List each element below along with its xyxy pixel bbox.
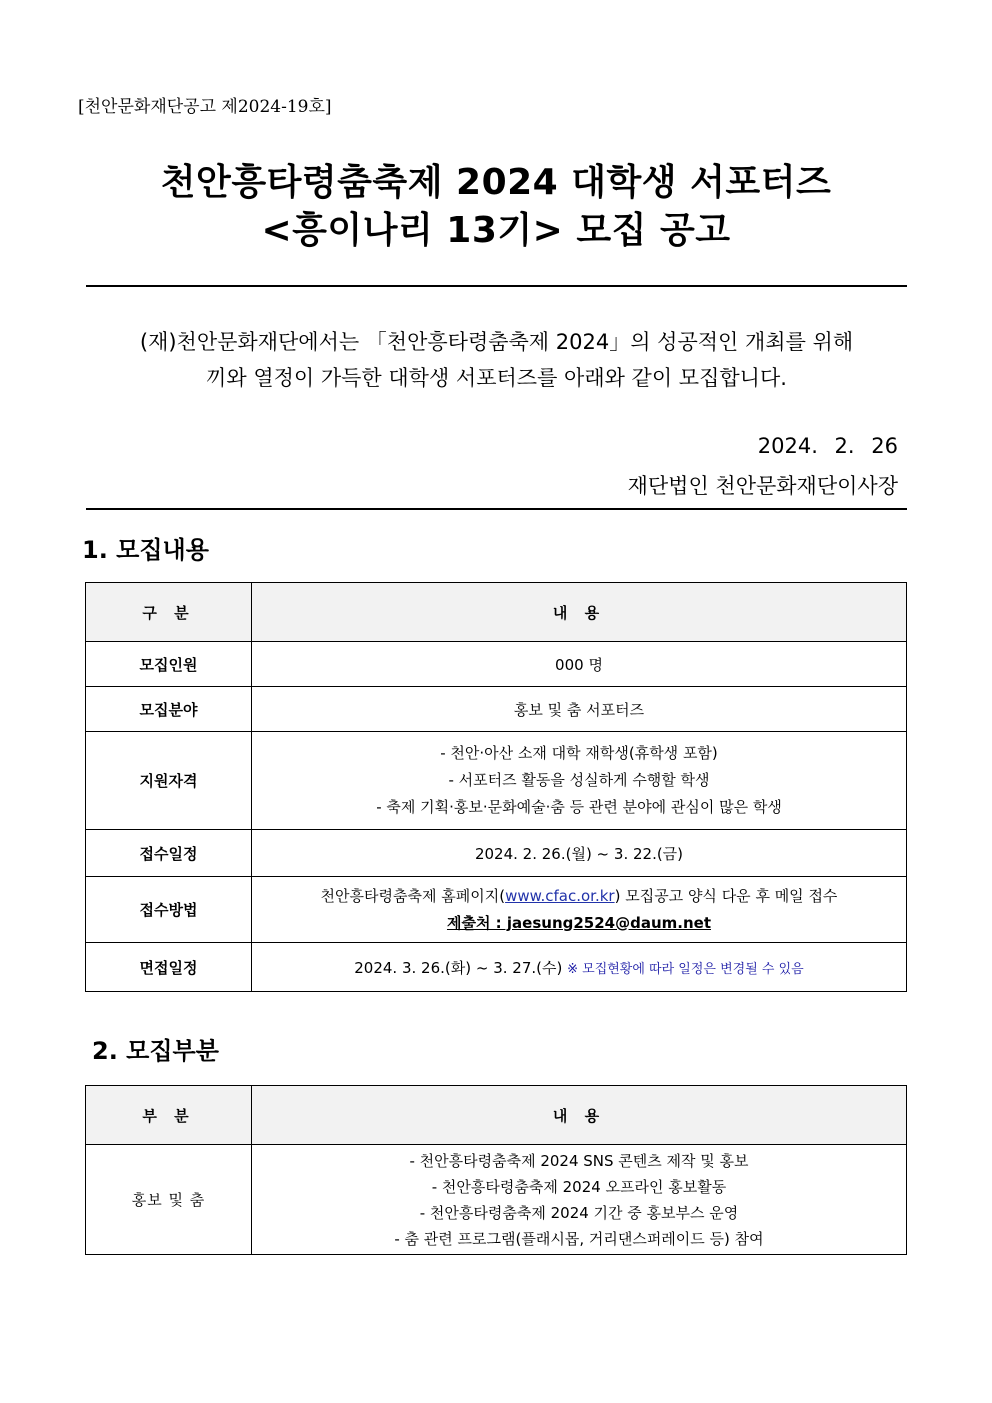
homepage-link[interactable]: www.cfac.or.kr <box>505 886 615 905</box>
row-label: 지원자격 <box>86 732 252 830</box>
page-title: 천안흥타령춤축제 2024 대학생 서포터즈 <box>160 162 832 203</box>
submit-email: 제출처 : jaesung2524@daum.net <box>446 913 711 932</box>
row-label: 홍보 및 춤 <box>86 1145 252 1255</box>
interview-dates: 2024. 3. 26.(화) ~ 3. 27.(수) <box>354 958 563 977</box>
table-header-row <box>86 1086 907 1145</box>
row-label: 접수일정 <box>86 830 252 877</box>
issuer: 재단법인 천안문화재단이사장 <box>627 474 898 498</box>
recruitment-table <box>85 582 907 992</box>
row-value: 홍보 및 춤 서포터즈 <box>252 687 907 732</box>
activity-line: - 천안흥타령춤축제 2024 기간 중 홍보부스 운영 <box>419 1203 739 1222</box>
page-subtitle: <흥이나리 13기> 모집 공고 <box>261 210 731 251</box>
activity-line: - 천안흥타령춤축제 2024 SNS 콘텐츠 제작 및 홍보 <box>409 1151 749 1170</box>
row-label: 모집인원 <box>86 642 252 687</box>
qualification-line: - 서포터즈 활동을 성실하게 수행할 학생 <box>448 771 710 789</box>
row-value <box>252 1145 907 1255</box>
intro-line-1: (재)천안문화재단에서는 「천안흥타령춤축제 2024」의 성공적인 개최를 위해 <box>139 330 854 354</box>
section-1-title: 1. 모집내용 <box>82 536 209 564</box>
qualification-line: - 축제 기획·홍보·문화예술·춤 등 관련 분야에 관심이 많은 학생 <box>376 798 782 816</box>
row-value <box>252 877 907 943</box>
header-content: 내 용 <box>252 583 907 642</box>
header-category: 구 분 <box>86 583 252 642</box>
activity-line: - 천안흥타령춤축제 2024 오프라인 홍보활동 <box>431 1177 727 1196</box>
method-prefix: 천안흥타령춤축제 홈페이지( <box>320 886 506 905</box>
header-division: 부 분 <box>86 1086 252 1145</box>
row-value: 2024. 2. 26.(월) ~ 3. 22.(금) <box>252 830 907 877</box>
table-row <box>86 943 907 992</box>
table-header-row <box>86 583 907 642</box>
row-value: 000 명 <box>252 642 907 687</box>
header-content: 내 용 <box>252 1086 907 1145</box>
qualification-line: - 천안·아산 소재 대학 재학생(휴학생 포함) <box>440 744 718 762</box>
intro-line-2: 끼와 열정이 가득한 대학생 서포터즈를 아래와 같이 모집합니다. <box>206 366 787 390</box>
divider-bottom <box>86 508 907 510</box>
intro-text <box>86 324 907 396</box>
division-table <box>85 1085 907 1255</box>
divider-top <box>86 285 907 287</box>
application-method <box>252 883 906 910</box>
row-value <box>252 732 907 830</box>
activity-line: - 춤 관련 프로그램(플래시몹, 거리댄스퍼레이드 등) 참여 <box>394 1229 764 1248</box>
table-row <box>86 877 907 943</box>
row-label: 접수방법 <box>86 877 252 943</box>
notice-number: [천안문화재단공고 제2024-19호] <box>78 97 332 117</box>
section-2-title: 2. 모집부분 <box>92 1037 219 1065</box>
table-row <box>86 642 907 687</box>
table-row <box>86 830 907 877</box>
table-row <box>86 687 907 732</box>
schedule-note: ※ 모집현황에 따라 일정은 변경될 수 있음 <box>567 961 804 977</box>
row-label: 면접일정 <box>86 943 252 992</box>
table-row <box>86 1145 907 1255</box>
method-suffix: ) 모집공고 양식 다운 후 메일 접수 <box>614 886 838 905</box>
notice-date: 2024. 2. 26 <box>757 434 898 458</box>
row-label: 모집분야 <box>86 687 252 732</box>
table-row <box>86 732 907 830</box>
row-value <box>252 943 907 992</box>
